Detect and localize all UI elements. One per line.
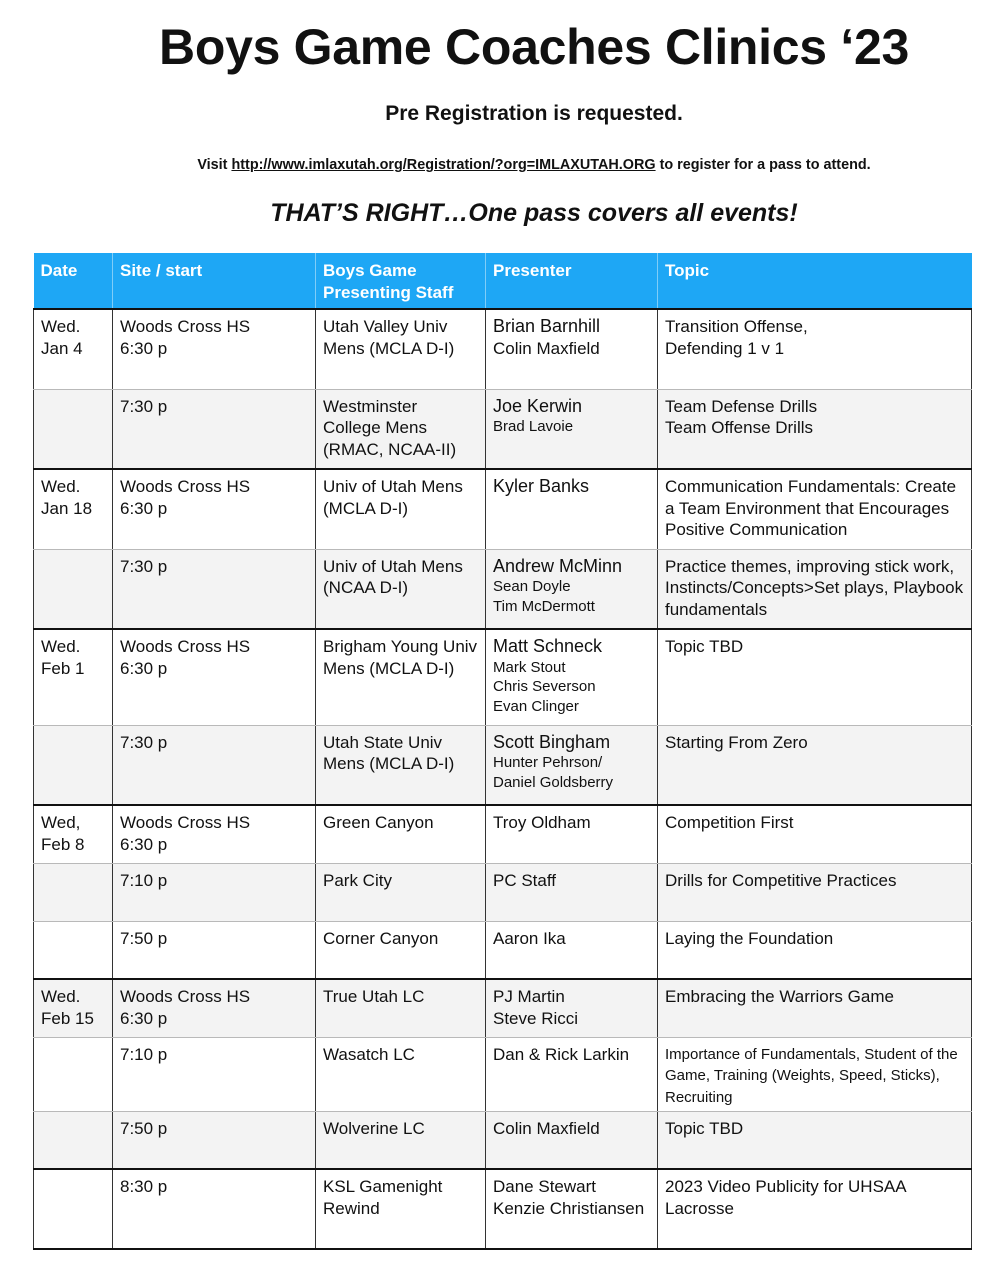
site-cell: [113, 1111, 316, 1169]
start-time: 7:30 p: [120, 396, 168, 416]
presenter-name: Joe Kerwin: [493, 395, 583, 416]
presenter-cell: [486, 1169, 658, 1249]
presenter-name: Kyler Banks: [493, 476, 590, 496]
date-cell: [34, 1037, 113, 1111]
date-cell: [34, 725, 113, 805]
site-cell: [113, 469, 316, 549]
start-time: 7:10 p: [120, 870, 168, 890]
presenter-name: Sean Doyle: [493, 578, 571, 595]
topic-cell: Practice themes, improving stick work, Instincts/Concepts>Set plays, Playbook fundamentals: [658, 549, 972, 629]
presenter-name: Colin Maxfield: [493, 338, 600, 358]
start-time: 7:50 p: [120, 928, 168, 948]
date-cell: [34, 921, 113, 979]
site-cell: [113, 309, 316, 389]
site-name: Woods Cross HS: [120, 637, 251, 656]
presenter-cell: PC Staff: [486, 863, 658, 921]
site-cell: [113, 1169, 316, 1249]
staff-cell: True Utah LC: [316, 979, 486, 1037]
start-time: 6:30 p: [120, 658, 168, 678]
pre-registration-note: Pre Registration is requested.: [385, 102, 683, 125]
staff-cell: KSL Gamenight Rewind: [316, 1169, 486, 1249]
presenter-name: Daniel Goldsberry: [493, 773, 614, 791]
site-name: Woods Cross HS: [120, 987, 251, 1006]
date-day: Wed.: [41, 987, 81, 1006]
table-row: [34, 805, 972, 863]
topic-cell: Starting From Zero: [658, 725, 972, 805]
table-row: [34, 921, 972, 979]
presenter-name: Matt Schneck: [493, 636, 603, 656]
visit-prefix: Visit: [197, 157, 228, 173]
staff-cell: Green Canyon: [316, 805, 486, 863]
topic-text: Transition Offense,: [665, 317, 808, 336]
table-row: [34, 309, 972, 389]
site-cell: [113, 921, 316, 979]
date-value: Jan 18: [41, 498, 93, 518]
start-time: 6:30 p: [120, 338, 168, 358]
date-cell: [34, 549, 113, 629]
presenter-name: Andrew McMinn: [493, 555, 623, 576]
tagline: THAT’S RIGHT…One pass covers all events!: [270, 199, 798, 227]
topic-text: Team Defense Drills: [665, 396, 818, 416]
date-value: Feb 8: [41, 834, 85, 854]
presenter-cell: [486, 309, 658, 389]
presenter-cell: [486, 389, 658, 469]
date-cell: [34, 469, 113, 549]
column-header-site: Site / start: [113, 253, 316, 309]
staff-cell: Brigham Young Univ Mens (MCLA D-I): [316, 629, 486, 725]
table-row: [34, 1169, 972, 1249]
presenter-name: PJ Martin: [493, 987, 565, 1006]
presenter-cell: [486, 549, 658, 629]
date-value: Jan 4: [41, 338, 83, 358]
presenter-name: Evan Clinger: [493, 697, 579, 715]
date-cell: [34, 1169, 113, 1249]
column-header-staff: Boys Game Presenting Staff: [316, 253, 486, 309]
presenter-cell: Colin Maxfield: [486, 1111, 658, 1169]
table-header-row: [34, 253, 972, 309]
start-time: 7:10 p: [120, 1044, 168, 1064]
start-time: 8:30 p: [120, 1177, 168, 1196]
start-time: 6:30 p: [120, 1008, 168, 1028]
topic-cell: Topic TBD: [658, 1111, 972, 1169]
topic-cell: Topic TBD: [658, 629, 972, 725]
presenter-cell: Aaron Ika: [486, 921, 658, 979]
site-cell: [113, 549, 316, 629]
schedule-table: [33, 253, 972, 1250]
presenter-cell: [486, 629, 658, 725]
presenter-name: Scott Bingham: [493, 731, 611, 752]
date-cell: [34, 1111, 113, 1169]
column-header-presenter: Presenter: [486, 253, 658, 309]
date-day: Wed.: [41, 317, 81, 336]
site-cell: [113, 629, 316, 725]
date-value: Feb 1: [41, 658, 85, 678]
date-cell: [34, 863, 113, 921]
topic-cell: Drills for Competitive Practices: [658, 863, 972, 921]
start-time: 7:50 p: [120, 1118, 168, 1138]
date-cell: [34, 389, 113, 469]
presenter-cell: [486, 725, 658, 805]
topic-cell: Communication Fundamentals: Create a Team Environment that Encourages Positive Communication: [658, 469, 972, 549]
staff-cell: Univ of Utah Mens (MCLA D-I): [316, 469, 486, 549]
topic-cell: Importance of Fundamentals, Student of the Game, Training (Weights, Speed, Sticks), Recruiting: [658, 1037, 972, 1111]
presenter-name: Kenzie Christiansen: [493, 1198, 645, 1218]
table-row: [34, 389, 972, 469]
staff-cell: Wasatch LC: [316, 1037, 486, 1111]
date-cell: [34, 805, 113, 863]
page-title: Boys Game Coaches Clinics ‘23: [159, 19, 909, 75]
table-row: [34, 979, 972, 1037]
topic-cell: [658, 309, 972, 389]
presenter-name: Mark Stout: [493, 658, 566, 676]
presenter-name: Brad Lavoie: [493, 418, 574, 435]
presenter-cell: Troy Oldham: [486, 805, 658, 863]
staff-cell: Westminster College Mens (RMAC, NCAA-II): [316, 389, 486, 469]
presenter-name: Brian Barnhill: [493, 316, 601, 336]
table-row: [34, 725, 972, 805]
presenter-cell: Dan & Rick Larkin: [486, 1037, 658, 1111]
presenter-name: Tim McDermott: [493, 597, 595, 615]
start-time: 6:30 p: [120, 834, 168, 854]
site-cell: [113, 389, 316, 469]
table-row: [34, 629, 972, 725]
staff-cell: Univ of Utah Mens (NCAA D-I): [316, 549, 486, 629]
date-cell: [34, 629, 113, 725]
topic-cell: [658, 389, 972, 469]
table-row: [34, 863, 972, 921]
visit-suffix: to register for a pass to attend.: [659, 157, 871, 173]
staff-cell: Utah Valley Univ Mens (MCLA D-I): [316, 309, 486, 389]
topic-text: Team Offense Drills: [665, 418, 814, 437]
table-row: [34, 469, 972, 549]
staff-cell: Corner Canyon: [316, 921, 486, 979]
registration-link[interactable]: http://www.imlaxutah.org/Registration/?org=IMLAXUTAH.ORG: [231, 157, 656, 173]
date-cell: [34, 309, 113, 389]
table-row: [34, 1111, 972, 1169]
presenter-cell: [486, 979, 658, 1037]
table-row: [34, 549, 972, 629]
site-name: Woods Cross HS: [120, 317, 251, 336]
date-cell: [34, 979, 113, 1037]
site-cell: [113, 725, 316, 805]
topic-text: Defending 1 v 1: [665, 338, 785, 358]
staff-cell: Park City: [316, 863, 486, 921]
column-header-topic: Topic: [658, 253, 972, 309]
presenter-name: Hunter Pehrson/: [493, 754, 603, 771]
topic-cell: 2023 Video Publicity for UHSAA Lacrosse: [658, 1169, 972, 1249]
column-header-date: Date: [34, 253, 113, 309]
site-name: Woods Cross HS: [120, 477, 251, 496]
presenter-name: Dane Stewart: [493, 1177, 596, 1196]
site-cell: [113, 805, 316, 863]
date-value: Feb 15: [41, 1008, 94, 1028]
date-day: Wed.: [41, 477, 81, 496]
site-cell: [113, 863, 316, 921]
topic-cell: Competition First: [658, 805, 972, 863]
presenter-cell: [486, 469, 658, 549]
table-row: [34, 1037, 972, 1111]
presenter-name: Steve Ricci: [493, 1008, 579, 1028]
start-time: 6:30 p: [120, 498, 168, 518]
registration-instructions: [0, 157, 1002, 173]
site-cell: [113, 979, 316, 1037]
start-time: 7:30 p: [120, 556, 168, 576]
presenter-name: Chris Severson: [493, 678, 596, 695]
site-cell: [113, 1037, 316, 1111]
topic-cell: Laying the Foundation: [658, 921, 972, 979]
start-time: 7:30 p: [120, 732, 168, 752]
staff-cell: Utah State Univ Mens (MCLA D-I): [316, 725, 486, 805]
site-name: Woods Cross HS: [120, 813, 251, 832]
topic-cell: Embracing the Warriors Game: [658, 979, 972, 1037]
staff-cell: Wolverine LC: [316, 1111, 486, 1169]
date-day: Wed.: [41, 637, 81, 656]
date-day: Wed,: [41, 813, 81, 832]
